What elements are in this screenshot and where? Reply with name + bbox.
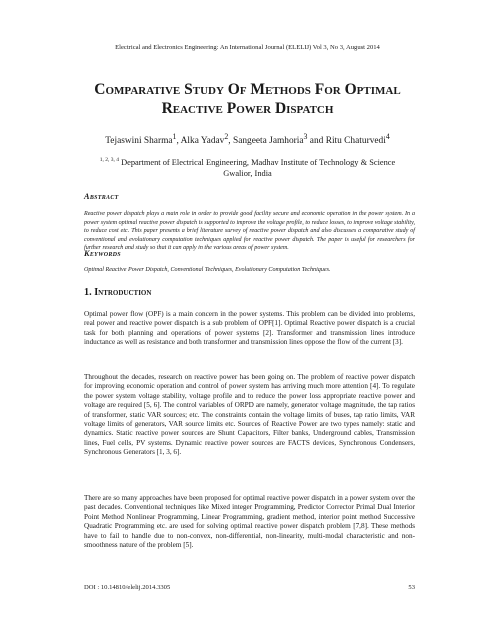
author-4-affil: 4 [385,132,390,141]
abstract-heading: Abstract [84,192,119,201]
abstract-text: Reactive power dispatch plays a main role in order to provide good facility secure and economic operation in the power system. In a power system optimal reactive power dispatch is supported to improve the voltage profile, to reduce losses, to improve voltage stability, to reduce cost etc. This paper presents a brief literature survey of reactive power dispatch and also discusses a comparative study of conventional and evolutionary computation techniques applied for reactive power dispatch. The paper is useful for researchers for further research and study so that it can apply in the various areas of power system. [84,211,415,252]
paper-title [60,80,435,118]
author-1: Tejaswini Sharma [105,136,173,147]
keywords-text: Optimal Reactive Power Dispatch, Conventional Techniques, Evolutionary Computation Techniques. [84,267,331,273]
page-footer [84,584,415,591]
author-3-affil: 3 [303,132,308,141]
author-1-affil: 1 [172,132,177,141]
author-sep: , [176,136,181,147]
author-2-affil: 2 [224,132,229,141]
author-and: and [307,136,326,147]
journal-header: Electrical and Electronics Engineering: An International Journal (ELELIJ) Vol 3, No 3, August 2014 [115,44,380,51]
paragraph-1: Optimal power flow (OPF) is a main concern in the power systems. This problem can be divided into problems, real power and reactive power dispatch is a sub problem of OPF[1]. Optimal Reactive power dispatch is a crucial task for both planning and operations of power systems [2]. Transformer and transmission lines introduce inductance as well as resistance and both transformer and transmission lines oppose the flow of the current [3]. [84,310,415,347]
title-line-1: Comparative Study Of Methods For Optimal [94,81,401,98]
keywords-heading: Keywords [84,249,121,258]
author-4: Ritu Chaturvedi [325,136,386,147]
author-list [30,132,465,146]
author-sep: , [228,136,233,147]
affiliation-line-2: Gwalior, India [223,169,272,179]
title-line-2: Reactive Power Dispatch [161,100,334,117]
author-3: Sangeeta Jamhoria [232,136,304,147]
affiliation-line-1: Department of Electrical Engineering, Madhav Institute of Technology & Science [121,157,396,167]
footer-doi: DOI : 10.14810/elelij.2014.3305 [84,584,171,591]
paragraph-3: There are so many approaches have been proposed for optimal reactive power dispatch in a power system over the past decades. Conventional techniques like Mixed integer Programming, Predictor Corrector Primal Dual Interior Point Method Nonlinear Programming, Linear Programming, gradient method, interior point method Successive Quadratic Programming etc. are used for solving optimal reactive power dispatch problem [7,8]. These methods have to fail to handle due to non-convex, non-differential, non-linearity, multi-modal characteristic and non-smoothness nature of the problem [5]. [84,494,415,550]
author-2: Alka Yadav [180,136,225,147]
section-1-heading: 1. Introduction [84,287,152,298]
paragraph-2: Throughout the decades, research on reactive power has been going on. The problem of reactive power dispatch for improving economic operation and control of power system has arriving much more attention [4]. To regulate the power system voltage stability, voltage profile and to reduce the power loss appropriate reactive power and voltage are required [5, 6]. The control variables of ORPD are namely, generator voltage magnitude, the tap ratios of transformer, static VAR sources; etc. The constraints contain the voltage limits of buses, tap ratio limits, VAR voltage limits of generators, VAR source limits etc. Sources of Reactive Power are two types namely: static and dynamics. Static reactive power sources are Shunt Capacitors, Filter banks, Underground cables, Transmission lines, Fuel cells, PV systems. Dynamic reactive power sources are FACTS devices, Synchronous Condensers, Synchronous Generators [1, 3, 6]. [84,373,415,457]
page-number: 53 [408,584,415,591]
affiliation-markers: 1, 2, 3, 4 [99,157,119,163]
affiliation [40,155,455,180]
